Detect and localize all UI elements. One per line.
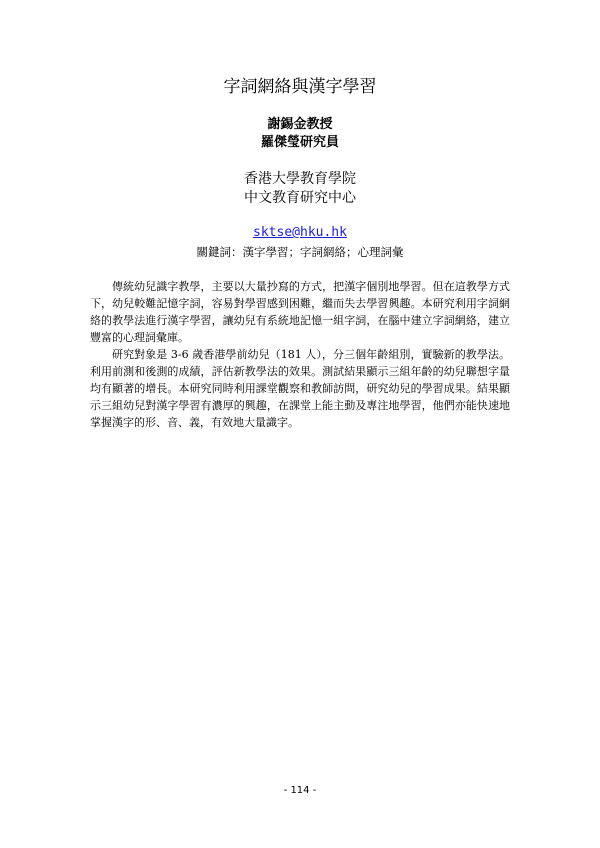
email-line xyxy=(0,225,600,240)
author-name: 謝錫金教授 xyxy=(267,117,333,132)
affiliation-line: 香港大學教育學院 xyxy=(244,171,356,187)
author-name: 羅傑瑩研究員 xyxy=(260,135,339,150)
abstract-paragraph: 研究對象是 3-6 歲香港學前幼兒（181 人），分三個年齡組別，實驗新的教學法。利用前測和後測的成績，評估新教學法的效果。測試結果顯示三組年齡的幼兒聯想字量均有顯著的增長。本研究同時利用課堂觀察和教師訪問，研究幼兒的學習成果。結果顯示三組幼兒對漢字學習有濃厚的興趣，在課堂上能主動及專注地學習，他們亦能快速地掌握漢字的形、音、義，有效地大量識字。 xyxy=(90,348,510,429)
affiliation xyxy=(0,170,600,208)
author-list xyxy=(0,116,600,152)
abstract-body xyxy=(90,278,510,431)
keywords: 關鍵詞：漢字學習；字詞網絡；心理詞彙 xyxy=(196,245,404,259)
page-number: - 114 - xyxy=(283,785,317,796)
affiliation-line: 中文教育研究中心 xyxy=(244,190,356,206)
paper-title: 字詞網絡與漢字學習 xyxy=(223,77,377,97)
email-link[interactable]: sktse@hku.hk xyxy=(253,225,347,240)
abstract-paragraph: 傳統幼兒識字教學，主要以大量抄寫的方式，把漢字個別地學習。但在這教學方式下，幼兒較難記憶字詞，容易對學習感到困難，繼而失去學習興趣。本研究利用字詞網絡的教學法進行漢字學習，讓幼兒有系統地記憶一組字詞，在腦中建立字詞網絡，建立豐富的心理詞彙庫。 xyxy=(90,280,510,344)
